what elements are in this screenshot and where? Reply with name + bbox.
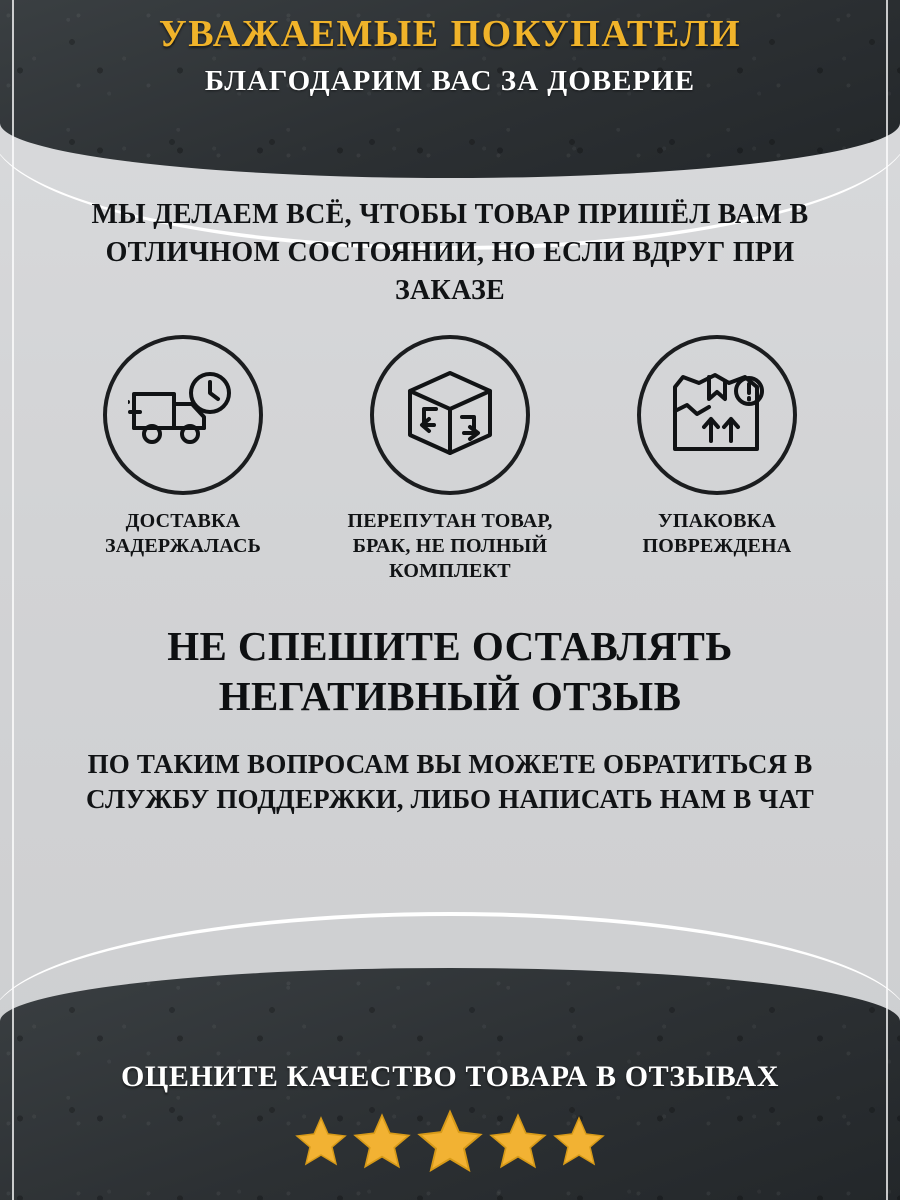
box-return-arrow-icon (396, 365, 504, 466)
icon-circle-wrong-goods (370, 335, 530, 495)
issue-icons-row (40, 335, 860, 584)
issue-item-delivery (58, 335, 308, 559)
icon-circle-damaged (637, 335, 797, 495)
star-icon[interactable] (553, 1116, 605, 1171)
issue-item-wrong-goods (325, 335, 575, 584)
intro-text: МЫ ДЕЛАЕМ ВСЁ, ЧТОБЫ ТОВАР ПРИШЁЛ ВАМ В ОТЛИЧНОМ СОСТОЯНИИ, НО ЕСЛИ ВДРУГ ПРИ ЗАКАЗЕ (91, 199, 809, 306)
delivery-truck-clock-icon (128, 370, 238, 461)
headline-text: НЕ СПЕШИТЕ ОСТАВЛЯТЬ НЕГАТИВНЫЙ ОТЗЫВ (167, 623, 733, 719)
issue-item-damaged (592, 335, 842, 559)
right-edge-line (886, 0, 888, 1200)
header-subtitle: БЛАГОДАРИМ ВАС ЗА ДОВЕРИЕ (204, 64, 696, 97)
star-icon[interactable] (295, 1116, 347, 1171)
star-rating[interactable] (0, 1109, 900, 1178)
left-edge-line (12, 0, 14, 1200)
issue-caption-wrong-goods: ПЕРЕПУТАН ТОВАР, БРАК, НЕ ПОЛНЫЙ КОМПЛЕКТ (347, 510, 553, 583)
issue-caption-damaged: УПАКОВКА ПОВРЕЖДЕНА (642, 510, 792, 558)
bottom-arc-divider (0, 912, 900, 1022)
support-text: ПО ТАКИМ ВОПРОСАМ ВЫ МОЖЕТЕ ОБРАТИТЬСЯ В СЛУЖБУ ПОДДЕРЖКИ, ЛИБО НАПИСАТЬ НАМ В ЧАТ (86, 748, 814, 815)
star-icon[interactable] (417, 1109, 483, 1178)
footer (0, 1058, 900, 1179)
star-icon[interactable] (353, 1113, 411, 1174)
main-content (40, 196, 860, 818)
damaged-package-icon (665, 365, 769, 466)
footer-text: ОЦЕНИТЕ КАЧЕСТВО ТОВАРА В ОТЗЫВАХ (120, 1059, 780, 1093)
header-title: УВАЖАЕМЫЕ ПОКУПАТЕЛИ (158, 13, 742, 55)
issue-caption-delivery: ДОСТАВКА ЗАДЕРЖАЛАСЬ (104, 510, 262, 558)
icon-circle-delivery (103, 335, 263, 495)
star-icon[interactable] (489, 1113, 547, 1174)
header (0, 14, 900, 99)
